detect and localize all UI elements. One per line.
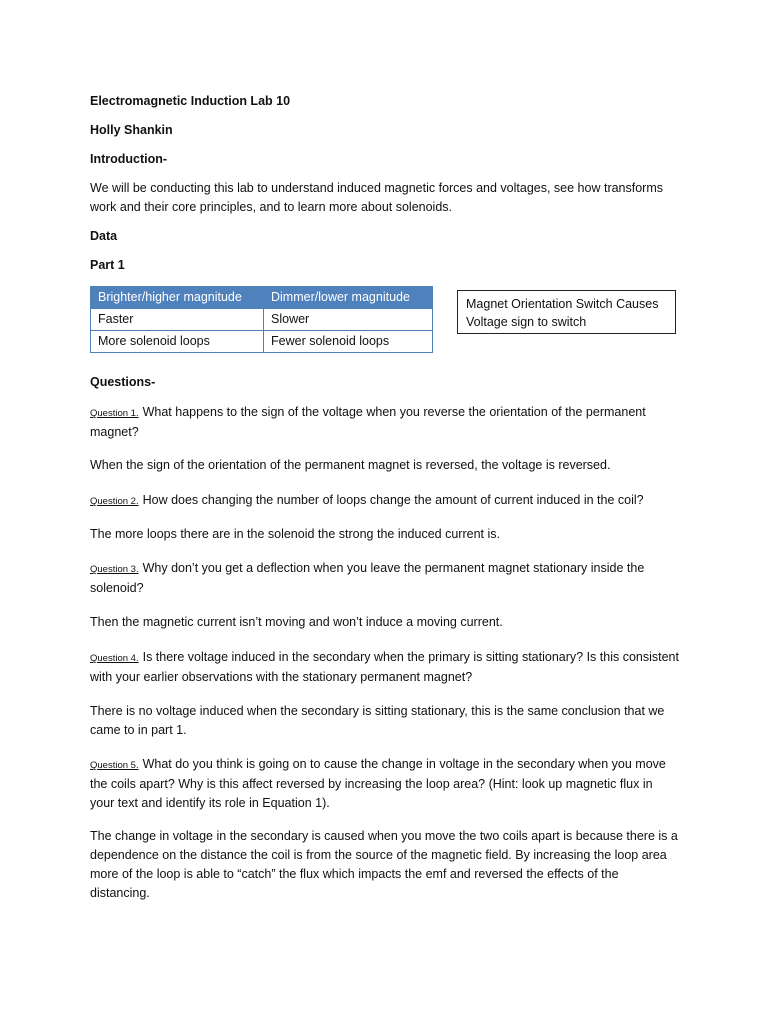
question-text: What happens to the sign of the voltage when you reverse the orientation of the permanent magnet? xyxy=(90,405,646,439)
part1-heading: Part 1 xyxy=(90,258,125,272)
question-text: What do you think is going on to cause the change in voltage in the secondary when you move the coils apart? Why is this affect reversed by increasing the loop area? (Hint: look up magnetic flux in your text and identify its role in Equation 1). xyxy=(90,757,666,810)
author-name: Holly Shankin xyxy=(90,123,173,137)
table-row xyxy=(91,331,433,353)
table-row xyxy=(91,309,433,331)
question-1 xyxy=(90,403,680,442)
table-cell: Slower xyxy=(264,309,433,331)
document-title: Electromagnetic Induction Lab 10 xyxy=(90,94,291,108)
table-header-row xyxy=(91,287,433,309)
question-label: Question 5. xyxy=(90,760,139,771)
introduction-text: We will be conducting this lab to understand induced magnetic forces and voltages, see how transforms work and their core principles, and to learn more about solenoids. xyxy=(90,181,664,214)
introduction-heading: Introduction- xyxy=(90,152,168,166)
question-text: Why don’t you get a deflection when you leave the permanent magnet stationary inside the solenoid? xyxy=(90,561,645,595)
answer-5: The change in voltage in the secondary is caused when you move the two coils apart is because there is a dependence on the distance the coil is from the source of the magnetic field. By increasing the loop area more of the loop is able to “catch” the flux which impacts the emf and reversed the effects of the distancing. xyxy=(90,829,678,900)
question-label: Question 4. xyxy=(90,653,139,664)
question-label: Question 3. xyxy=(90,564,139,575)
note-line: Magnet Orientation Switch Causes xyxy=(466,297,659,311)
question-text: How does changing the number of loops change the amount of current induced in the coil? xyxy=(142,493,644,507)
table-header-cell: Brighter/higher magnitude xyxy=(91,287,264,309)
question-4 xyxy=(90,648,680,687)
table-cell: More solenoid loops xyxy=(91,331,264,353)
table-cell: Faster xyxy=(91,309,264,331)
question-label: Question 2. xyxy=(90,496,139,507)
question-2 xyxy=(90,491,680,511)
question-text: Is there voltage induced in the secondary when the primary is sitting stationary? Is this consistent with your earlier observations with the stationary permanent magnet? xyxy=(90,650,679,684)
table-cell: Fewer solenoid loops xyxy=(264,331,433,353)
part1-data-table xyxy=(90,286,433,353)
data-heading: Data xyxy=(90,229,118,243)
note-line: Voltage sign to switch xyxy=(466,315,587,329)
answer-1: When the sign of the orientation of the permanent magnet is reversed, the voltage is reversed. xyxy=(90,458,611,472)
question-5 xyxy=(90,755,680,813)
question-3 xyxy=(90,559,680,598)
answer-3: Then the magnetic current isn’t moving and won’t induce a moving current. xyxy=(90,615,503,629)
question-label: Question 1. xyxy=(90,408,139,419)
answer-2: The more loops there are in the solenoid the strong the induced current is. xyxy=(90,527,500,541)
table-header-cell: Dimmer/lower magnitude xyxy=(264,287,433,309)
answer-4: There is no voltage induced when the secondary is sitting stationary, this is the same conclusion that we came to in part 1. xyxy=(90,704,665,737)
questions-heading: Questions- xyxy=(90,375,156,389)
orientation-note-box xyxy=(457,290,676,334)
